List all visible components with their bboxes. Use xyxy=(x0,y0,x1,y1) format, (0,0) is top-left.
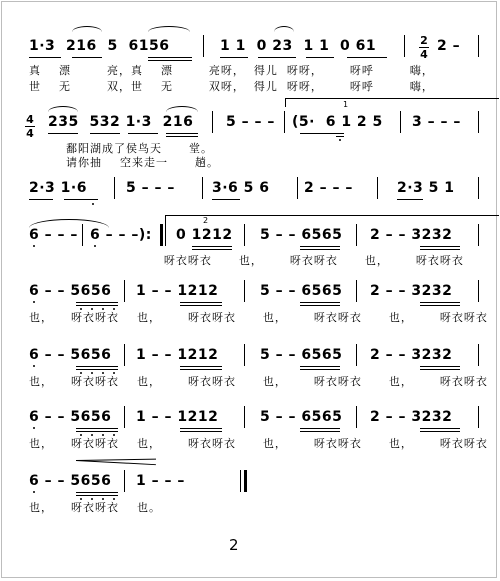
underline xyxy=(397,199,423,200)
low-octave-dot xyxy=(91,308,93,310)
lyric-line: 也， 呀衣呀衣 也， 呀衣呀衣 也， 呀衣呀衣 也， 呀衣呀衣 xyxy=(29,375,488,388)
underline xyxy=(76,428,118,429)
low-octave-dot xyxy=(339,139,341,141)
low-octave-dot xyxy=(113,308,115,310)
lyric-line: 也， 呀衣呀衣 也， 呀衣呀衣 也， 呀衣呀衣 也， 呀衣呀衣 xyxy=(29,437,488,450)
underline xyxy=(64,199,98,200)
barline xyxy=(404,35,405,57)
barline xyxy=(202,177,203,199)
barline xyxy=(203,35,204,57)
measure-notes: 5 – – 6565 xyxy=(260,283,343,299)
barline xyxy=(478,35,479,57)
lyric-line: 呀衣呀衣 也， 呀衣呀衣 也， 呀衣呀衣 xyxy=(29,254,464,267)
measure-notes: 6 – – 5656 xyxy=(29,283,112,299)
measure-notes: 1·3 216 5 6156 xyxy=(29,38,170,54)
low-octave-dot xyxy=(113,498,115,500)
time-signature-top: 4 xyxy=(26,113,34,126)
underline xyxy=(192,246,232,247)
underline xyxy=(72,57,102,58)
measure-notes: 5 – – 6565 xyxy=(260,227,343,243)
underline xyxy=(128,133,158,134)
measure-notes: 2 – – 3232 xyxy=(370,409,453,425)
underline xyxy=(148,57,192,58)
measure-notes: 6 – – 5656 xyxy=(29,473,112,489)
measure-notes: 1 – – 1212 xyxy=(136,347,219,363)
barline xyxy=(244,280,245,302)
barline xyxy=(478,344,479,366)
low-octave-dot xyxy=(80,498,82,500)
measure-notes: (5· 6 1 2 5 xyxy=(292,114,383,130)
underline xyxy=(300,249,340,250)
lyric-line: 也， 呀衣呀衣 也。 xyxy=(29,501,161,514)
lyric-line: 鄱阳湖成了侯鸟天 堂。 xyxy=(48,142,213,155)
barline xyxy=(478,177,479,199)
measure-notes: 1 – – 1212 xyxy=(136,283,219,299)
final-barline-thin xyxy=(240,470,241,492)
barline xyxy=(478,406,479,428)
barline xyxy=(244,224,245,246)
underline xyxy=(180,305,222,306)
low-octave-dot xyxy=(92,203,94,205)
underline xyxy=(300,366,340,367)
low-octave-dot xyxy=(80,372,82,374)
barline xyxy=(377,177,378,199)
volta-bracket xyxy=(285,98,499,107)
barline xyxy=(297,177,298,199)
underline xyxy=(180,428,222,429)
underline xyxy=(300,369,340,370)
low-octave-dot xyxy=(33,427,35,429)
low-octave-dot xyxy=(91,372,93,374)
barline xyxy=(284,111,285,133)
underline xyxy=(148,60,192,61)
underline xyxy=(420,369,460,370)
underline xyxy=(420,302,460,303)
measure-notes: 0 1212 xyxy=(176,227,233,243)
underline xyxy=(76,302,118,303)
barline xyxy=(478,280,479,302)
repeat-end-barline xyxy=(160,224,163,246)
underline xyxy=(336,136,344,137)
underline xyxy=(300,431,340,432)
low-octave-dot xyxy=(33,491,35,493)
measure-notes: 1 – – – xyxy=(136,473,185,489)
underline xyxy=(347,57,387,58)
time-signature-bottom: 4 xyxy=(420,48,428,61)
underline xyxy=(180,431,222,432)
low-octave-dot xyxy=(80,308,82,310)
low-octave-dot xyxy=(33,245,35,247)
barline xyxy=(82,224,83,246)
score-row-1 xyxy=(0,28,500,98)
underline xyxy=(300,305,340,306)
score-row-5 xyxy=(0,278,500,348)
lyric-line: 世 无 双，世 无 双呀， 得儿 呀呀， 呀呼 嗨， xyxy=(29,80,434,93)
underline xyxy=(300,133,344,134)
underline xyxy=(76,369,118,370)
underline xyxy=(420,428,460,429)
barline xyxy=(124,280,125,302)
volta-number: 1 xyxy=(343,100,349,109)
underline xyxy=(300,428,340,429)
measure-notes: 5 – – – xyxy=(126,180,175,196)
measure-notes: 2 – – 3232 xyxy=(370,227,453,243)
low-octave-dot xyxy=(102,308,104,310)
barline xyxy=(356,224,357,246)
score-row-8 xyxy=(0,458,500,528)
underline xyxy=(76,495,118,496)
underline xyxy=(420,366,460,367)
underline xyxy=(180,366,222,367)
barline xyxy=(356,406,357,428)
barline xyxy=(124,470,125,492)
measure-notes: 5 – – 6565 xyxy=(260,409,343,425)
measure-notes: 2 – xyxy=(437,38,461,54)
measure-notes: 5 – – – xyxy=(226,114,275,130)
low-octave-dot xyxy=(80,434,82,436)
measure-notes: 6 – – 5656 xyxy=(29,409,112,425)
barline xyxy=(114,177,115,199)
lyric-line: 也， 呀衣呀衣 也， 呀衣呀衣 也， 呀衣呀衣 也， 呀衣呀衣 xyxy=(29,311,488,324)
underline xyxy=(76,366,118,367)
barline xyxy=(244,406,245,428)
low-octave-dot xyxy=(102,372,104,374)
measure-notes: 1 – – 1212 xyxy=(136,409,219,425)
low-octave-dot xyxy=(91,434,93,436)
underline xyxy=(306,57,334,58)
measure-notes: 6 – – –): xyxy=(90,227,152,243)
measure-notes: 6 – – 5656 xyxy=(29,347,112,363)
measure-notes: 2·3 5 1 xyxy=(397,180,455,196)
score-row-4 xyxy=(0,212,500,282)
underline xyxy=(300,302,340,303)
measure-notes: 2 – – – xyxy=(304,180,353,196)
underline xyxy=(166,136,198,137)
low-octave-dot xyxy=(33,365,35,367)
final-barline-thick xyxy=(244,470,247,492)
lyric-line: 真 漂 亮，真 漂 亮呀， 得儿 呀呀， 呀呼 嗨， xyxy=(29,64,434,77)
lyric-line: 请你抽 空来走一 趟。 xyxy=(48,156,219,169)
underline xyxy=(48,133,78,134)
time-signature-bottom: 4 xyxy=(26,127,34,140)
measure-notes: 5 – – 6565 xyxy=(260,347,343,363)
slur xyxy=(166,106,198,112)
underline xyxy=(90,133,120,134)
slur xyxy=(274,26,294,32)
barline xyxy=(212,111,213,133)
underline xyxy=(76,305,118,306)
page-number: 2 xyxy=(229,536,239,554)
slur xyxy=(48,106,78,112)
barline xyxy=(478,224,479,246)
barline xyxy=(356,280,357,302)
measure-notes: 2 – – 3232 xyxy=(370,347,453,363)
underline xyxy=(29,57,61,58)
barline xyxy=(400,111,401,133)
low-octave-dot xyxy=(113,372,115,374)
slur xyxy=(72,26,102,32)
underline xyxy=(420,246,460,247)
low-octave-dot xyxy=(94,245,96,247)
measure-notes: 235 532 1·3 216 xyxy=(48,114,194,130)
underline xyxy=(212,199,240,200)
time-signature-top: 2 xyxy=(420,34,428,47)
underline xyxy=(420,305,460,306)
low-octave-dot xyxy=(102,434,104,436)
low-octave-dot xyxy=(113,434,115,436)
crescendo-line xyxy=(76,459,156,461)
low-octave-dot xyxy=(102,498,104,500)
underline xyxy=(258,57,296,58)
barline xyxy=(124,344,125,366)
barline xyxy=(165,224,166,246)
barline xyxy=(244,344,245,366)
underline xyxy=(180,302,222,303)
underline xyxy=(29,199,53,200)
measure-notes: 2 – – 3232 xyxy=(370,283,453,299)
underline xyxy=(420,431,460,432)
underline xyxy=(76,431,118,432)
underline xyxy=(192,249,232,250)
low-octave-dot xyxy=(33,301,35,303)
score-row-2 xyxy=(0,100,500,170)
barline xyxy=(356,344,357,366)
measure-notes: 1 1 0 23 1 1 0 61 xyxy=(220,38,377,54)
underline xyxy=(300,246,340,247)
underline xyxy=(166,133,198,134)
low-octave-dot xyxy=(91,498,93,500)
measure-notes: 3·6 5 6 xyxy=(212,180,270,196)
measure-notes: 3 – – – xyxy=(412,114,461,130)
underline xyxy=(420,249,460,250)
underline xyxy=(220,57,248,58)
underline xyxy=(76,492,118,493)
underline xyxy=(180,369,222,370)
slur xyxy=(148,26,190,32)
score-row-6 xyxy=(0,342,500,412)
volta-number: 2 xyxy=(203,216,209,225)
barline xyxy=(478,111,479,133)
measure-notes: 6 – – – xyxy=(29,227,78,243)
volta-bracket xyxy=(165,215,499,224)
barline xyxy=(124,406,125,428)
measure-notes: 2·3 1·6 xyxy=(29,180,87,196)
